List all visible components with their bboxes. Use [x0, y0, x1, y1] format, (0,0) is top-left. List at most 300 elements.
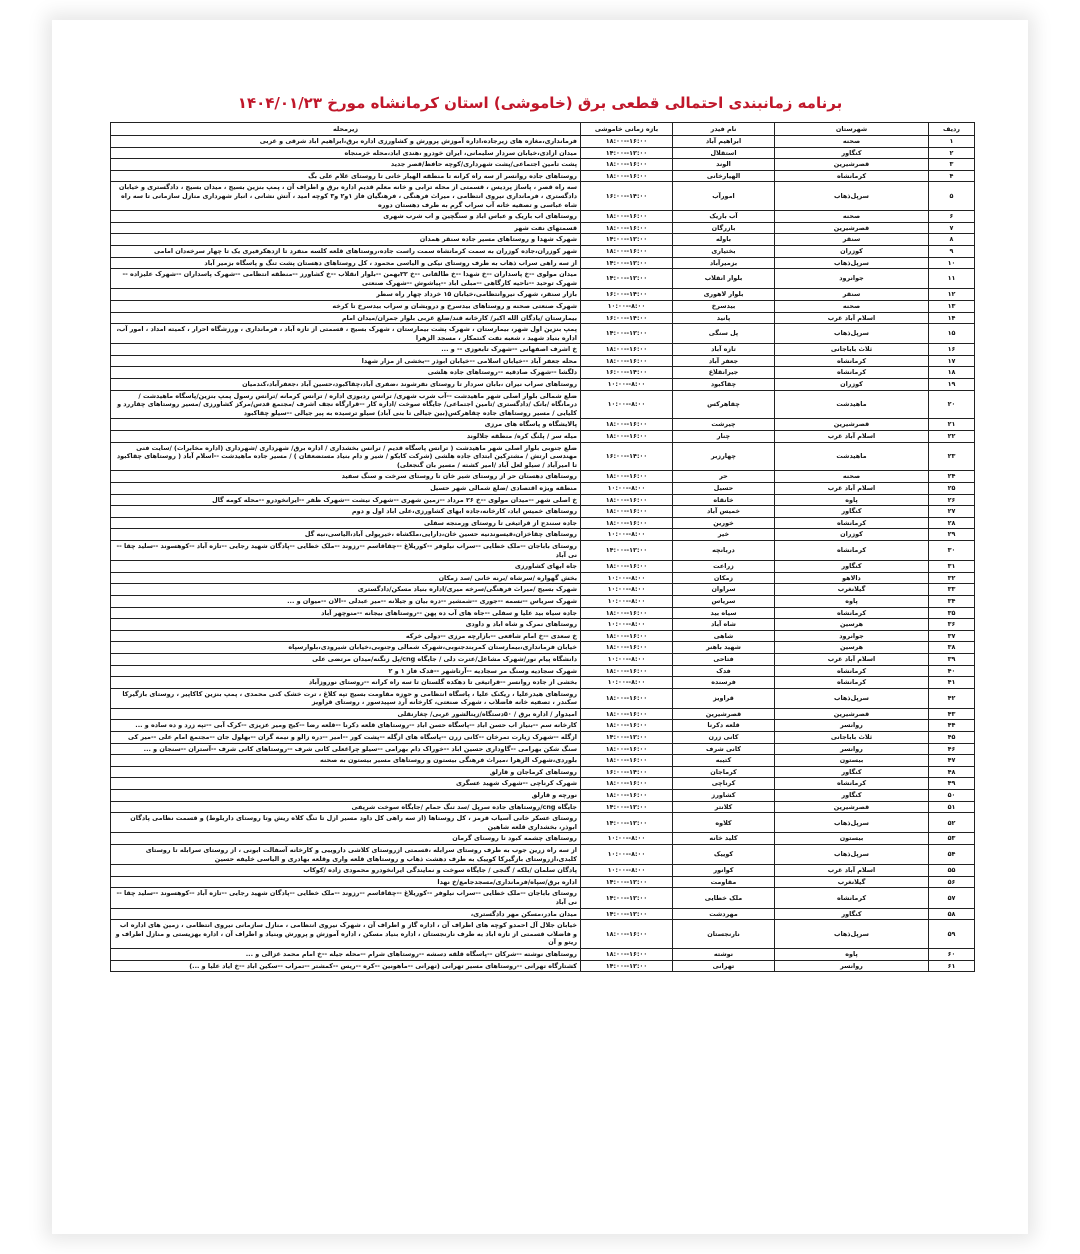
row-number: ۳۰ — [929, 540, 975, 560]
city-cell: سرپل‌ذهاب — [775, 920, 929, 949]
row-number: ۱ — [929, 136, 975, 148]
table-row — [111, 136, 975, 148]
neighborhoods-cell: خیابان جلال آل احمدو کوچه های اطراف آن ، اداره گاز و اطراف آن ، شهرک نیروی انتظامی ، منازل سازمانی نیروی انتظامی ، زمین های اداره اب و فاضلاب قسمتی از تازه اباد به طرف نارنجستان ، اداره بنیاد مسکن ، اداره آموزش و پرورش وبنیاد و اطراف آن ، اداره بهزیستی و منازل اطراف و ریتو و آن — [111, 920, 581, 949]
time-window-cell: ۱۴:۰۰--۱۲:۰۰ — [581, 960, 673, 972]
time-window-cell: ۱۸:۰۰--۱۶:۰۰ — [581, 948, 673, 960]
table-row — [111, 344, 975, 356]
time-window-cell: ۱۰:۰۰--۸:۰۰ — [581, 379, 673, 391]
time-window-cell: ۱۰:۰۰--۸:۰۰ — [581, 619, 673, 631]
time-window-cell: ۱۶:۰۰--۱۴:۰۰ — [581, 367, 673, 379]
feeder-cell: الوند — [673, 159, 775, 171]
city-cell: کرمانشاه — [775, 170, 929, 182]
city-cell: صحنه — [775, 300, 929, 312]
neighborhoods-cell: خ سعدی --خ امام شافعی --بازارچه مرزی --دولی خرکه — [111, 630, 581, 642]
city-cell: کوزران — [775, 245, 929, 257]
row-number: ۵۰ — [929, 790, 975, 802]
city-cell: قصرشیرین — [775, 222, 929, 234]
time-window-cell: ۱۴:۰۰--۱۲:۰۰ — [581, 876, 673, 888]
table-row — [111, 471, 975, 483]
time-window-cell: ۱۸:۰۰--۱۶:۰۰ — [581, 561, 673, 573]
row-number: ۳۹ — [929, 653, 975, 665]
row-number: ۴ — [929, 170, 975, 182]
feeder-cell: جعفر آباد — [673, 355, 775, 367]
time-window-cell: ۱۰:۰۰--۸:۰۰ — [581, 833, 673, 845]
neighborhoods-cell: روستاهای نمرک و شاه اباد و داودی — [111, 619, 581, 631]
feeder-cell: آب باریک — [673, 211, 775, 223]
table-row — [111, 743, 975, 755]
time-window-cell: ۱۴:۰۰--۱۲:۰۰ — [581, 888, 673, 908]
time-window-cell: ۱۰:۰۰--۸:۰۰ — [581, 390, 673, 419]
row-number: ۳۲ — [929, 572, 975, 584]
city-cell: کرمانشاه — [775, 517, 929, 529]
time-window-cell: ۱۰:۰۰--۸:۰۰ — [581, 865, 673, 877]
time-window-cell: ۱۴:۰۰--۱۲:۰۰ — [581, 269, 673, 289]
neighborhoods-cell: شهر کوزران،جاده کوزران به سمت کرمانشاه سمت راست جاده،روستاهای قلعه کلسه منفرد تا ازدهکرفیری یک تا چهار سرخه‌دان امامی — [111, 245, 581, 257]
city-cell: گیلانغرب — [775, 584, 929, 596]
city-cell: اسلام آباد غرب — [775, 653, 929, 665]
city-cell: بیستون — [775, 755, 929, 767]
time-window-cell: ۱۴:۰۰--۱۲:۰۰ — [581, 908, 673, 920]
city-cell: کرمانشاه — [775, 540, 929, 560]
feeder-cell: پانید — [673, 312, 775, 324]
row-number: ۵۳ — [929, 833, 975, 845]
feeder-cell: حسیل — [673, 483, 775, 495]
city-cell: کرمانشاه — [775, 367, 929, 379]
table-row — [111, 619, 975, 631]
feeder-cell: جیرانقلاع — [673, 367, 775, 379]
neighborhoods-cell: پالایشگاه و پاسگاه های مرزی — [111, 419, 581, 431]
table-header-row — [111, 123, 975, 136]
time-window-cell: ۱۴:۰۰--۱۲:۰۰ — [581, 801, 673, 813]
table-row — [111, 540, 975, 560]
time-window-cell: ۱۴:۰۰--۱۲:۰۰ — [581, 324, 673, 344]
row-number: ۸ — [929, 234, 975, 246]
city-cell: کنگاور — [775, 506, 929, 518]
feeder-cell: خورین — [673, 517, 775, 529]
city-cell: اسلام آباد غرب — [775, 431, 929, 443]
city-cell: کرمانشاه — [775, 888, 929, 908]
table-row — [111, 170, 975, 182]
feeder-cell: مقاومت — [673, 876, 775, 888]
city-cell: اسلام آباد غرب — [775, 312, 929, 324]
time-window-cell: ۱۴:۰۰--۱۲:۰۰ — [581, 813, 673, 833]
time-window-cell: ۱۸:۰۰--۱۶:۰۰ — [581, 642, 673, 654]
row-number: ۲۰ — [929, 390, 975, 419]
row-number: ۱۱ — [929, 269, 975, 289]
row-number: ۳۸ — [929, 642, 975, 654]
table-row — [111, 379, 975, 391]
neighborhoods-cell: روستای باباجان --ملک خطایی --سراب نیلوفر --کوریلاغ --چقاقاسم --رزوند --ملک خطایی --پادگان شهید رجایی --تازه آباد --کوهسوند --سلید چقا --نی آباد — [111, 888, 581, 908]
neighborhoods-cell: میدان مولوی --خ پاسداران --خ شهدا --خ طالقانی --خ ۲۲بهمن --بلوار انقلاب --خ کشاورز --منطقه انتظامی --شهرک پاسداران --شهرک علیزاده --شهرک توحید --ناحیه کارگاهی --مبلی اباد --پیاشوش --شهرک صنعتی — [111, 269, 581, 289]
neighborhoods-cell: روستاهای اب باریک و عباس اباد و سنگچین و اب شرب شهری — [111, 211, 581, 223]
table-row — [111, 948, 975, 960]
time-window-cell: ۱۶:۰۰--۱۴:۰۰ — [581, 289, 673, 301]
neighborhoods-cell: قسمتهای نفت شهر — [111, 222, 581, 234]
city-cell: پاوه — [775, 494, 929, 506]
header-row-number: ردیف — [929, 123, 975, 136]
time-window-cell: ۱۸:۰۰--۱۶:۰۰ — [581, 506, 673, 518]
row-number: ۴۲ — [929, 688, 975, 708]
city-cell: کنگاور — [775, 766, 929, 778]
neighborhoods-cell: ضلع شمالی بلوار اصلی شهر ماهیدشت --آب شرب شهری/ ترانس ردیوزی اداره / ترانس کرمانه /ترانس رسول پمپ بنزین/پاسگاه ماهیدشت / درمانگاه /بانک /دادگستری /تامین اجتماعی/ جایگاه سوخت /اداره کار --قرارگاه نجف اشرف /مجتمع قدس/مرکز کشاورزی /مسیر روستاهای چقاررد و کلیایی / مسیر روستاهای جاده چقاهرکس(بین جیالی تا بنی آباد) سیلو ترسیده به پیر جیالی --سیلو چقاکبود — [111, 390, 581, 419]
city-cell: کنگاور — [775, 561, 929, 573]
time-window-cell: ۱۸:۰۰--۱۶:۰۰ — [581, 344, 673, 356]
city-cell: قصرشیرین — [775, 708, 929, 720]
time-window-cell: ۱۸:۰۰--۱۶:۰۰ — [581, 245, 673, 257]
neighborhoods-cell: جاده سنندج از قراتیغی تا روستای ورمنجه سفلی — [111, 517, 581, 529]
city-cell: کرمانشاه — [775, 607, 929, 619]
table-row — [111, 653, 975, 665]
neighborhoods-cell: شهرک کرناچی --شهرک شهید عسگری — [111, 778, 581, 790]
neighborhoods-cell: بلوردی،شهرک الزهرا ،میراث فرهنگی بیستون و روستاهای مسیر بیستون به صحنه — [111, 755, 581, 767]
feeder-cell: سریاس — [673, 595, 775, 607]
table-row — [111, 494, 975, 506]
row-number: ۴۳ — [929, 708, 975, 720]
feeder-cell: خیر — [673, 529, 775, 541]
neighborhoods-cell: کارخانه سم --بنیاز اب حسن اباد --پاسگاه حسن اباد --روستاهای قلعه دکرنا --قلعه رضا --کیج ومیر عزیزی --کرک آبی --تپه زرد و ده ساده و ... — [111, 720, 581, 732]
neighborhoods-cell: اداره برق/سپاه/فرمانداری/مسجدجامع/خ نهدا — [111, 876, 581, 888]
city-cell: پاوه — [775, 948, 929, 960]
row-number: ۶۱ — [929, 960, 975, 972]
neighborhoods-cell: روستاهای دهستان حر از روستای شیر خان تا روستای سرخت و سنگ سفید — [111, 471, 581, 483]
row-number: ۷ — [929, 222, 975, 234]
row-number: ۳۵ — [929, 607, 975, 619]
table-row — [111, 833, 975, 845]
row-number: ۱۷ — [929, 355, 975, 367]
row-number: ۴۱ — [929, 677, 975, 689]
city-cell: سرپل‌ذهاب — [775, 688, 929, 708]
city-cell: جوانرود — [775, 630, 929, 642]
feeder-cell: سیاه بید — [673, 607, 775, 619]
neighborhoods-cell: شهرک سریاس --نسمه --جوری --شمشیر --دره بیان و جیلانه --میر عبدلی --الان --میوان و ... — [111, 595, 581, 607]
feeder-cell: کانی زرن — [673, 732, 775, 744]
table-row — [111, 312, 975, 324]
table-row — [111, 442, 975, 471]
time-window-cell: ۱۸:۰۰--۱۶:۰۰ — [581, 471, 673, 483]
row-number: ۲۷ — [929, 506, 975, 518]
time-window-cell: ۱۸:۰۰--۱۶:۰۰ — [581, 720, 673, 732]
table-row — [111, 324, 975, 344]
neighborhoods-cell: شهرک بسیج /میراث فرهنگی/سرخه میری/اداره بنیاد مسکن/دادگستری — [111, 584, 581, 596]
outage-schedule-table — [110, 122, 975, 972]
time-window-cell: ۱۰:۰۰--۸:۰۰ — [581, 595, 673, 607]
neighborhoods-cell: امیدوار / اداره برق / ۵۰دستگاه/زینالشور غربی/ چغارنقلی — [111, 708, 581, 720]
time-window-cell: ۱۸:۰۰--۱۶:۰۰ — [581, 790, 673, 802]
city-cell: گیلانغرب — [775, 876, 929, 888]
row-number: ۴۷ — [929, 755, 975, 767]
table-row — [111, 572, 975, 584]
table-row — [111, 778, 975, 790]
row-number: ۵۹ — [929, 920, 975, 949]
feeder-cell: چیرشت — [673, 419, 775, 431]
time-window-cell: ۱۰:۰۰--۸:۰۰ — [581, 653, 673, 665]
row-number: ۱۲ — [929, 289, 975, 301]
row-number: ۱۳ — [929, 300, 975, 312]
feeder-cell: قلعه دکرنا — [673, 720, 775, 732]
time-window-cell: ۱۰:۰۰--۸:۰۰ — [581, 483, 673, 495]
time-window-cell: ۱۴:۰۰--۱۲:۰۰ — [581, 540, 673, 560]
table-row — [111, 234, 975, 246]
city-cell: سرپل‌ذهاب — [775, 324, 929, 344]
city-cell: کرمانشاه — [775, 677, 929, 689]
row-number: ۶۰ — [929, 948, 975, 960]
time-window-cell: ۱۰:۰۰--۸:۰۰ — [581, 529, 673, 541]
neighborhoods-cell: بخش گهواره /سرشاه /برنه خانی /سد زمکان — [111, 572, 581, 584]
feeder-cell: زمکان — [673, 572, 775, 584]
time-window-cell: ۱۸:۰۰--۱۶:۰۰ — [581, 159, 673, 171]
city-cell: سرپل‌ذهاب — [775, 813, 929, 833]
city-cell: قصرشیرین — [775, 159, 929, 171]
city-cell: کوزران — [775, 379, 929, 391]
city-cell: دالاهو — [775, 572, 929, 584]
neighborhoods-cell: شهرک سجادیه وسنگ مر سجادیه --آرتاشهر --فدک فاز ۱ و ۲ — [111, 665, 581, 677]
neighborhoods-cell: خ اشرف اصفهانی --شهرک تابعوزی -- و ... — [111, 344, 581, 356]
feeder-cell: بلوار انقلاب — [673, 269, 775, 289]
row-number: ۱۴ — [929, 312, 975, 324]
time-window-cell: ۱۴:۰۰--۱۲:۰۰ — [581, 147, 673, 159]
city-cell: ماهیدشت — [775, 390, 929, 419]
table-row — [111, 182, 975, 211]
table-row — [111, 720, 975, 732]
feeder-cell: دربانچه — [673, 540, 775, 560]
time-window-cell: ۱۴:۰۰--۱۲:۰۰ — [581, 257, 673, 269]
neighborhoods-cell: نورچه و قارلق — [111, 790, 581, 802]
feeder-cell: کرناچی — [673, 778, 775, 790]
table-row — [111, 766, 975, 778]
row-number: ۴۸ — [929, 766, 975, 778]
time-window-cell: ۱۸:۰۰--۱۶:۰۰ — [581, 708, 673, 720]
neighborhoods-cell: شهرک صنعتی صحنه و روستاهای بیدسرخ و درویشان و سراب بیدسرخ تا کرخه — [111, 300, 581, 312]
city-cell: روانسر — [775, 960, 929, 972]
city-cell: کرمانشاه — [775, 665, 929, 677]
time-window-cell: ۱۸:۰۰--۱۶:۰۰ — [581, 743, 673, 755]
time-window-cell: ۱۴:۰۰--۱۲:۰۰ — [581, 732, 673, 744]
city-cell: پاوه — [775, 595, 929, 607]
neighborhoods-cell: شهرک شهدا و روستاهای مسیر جاده سنقر همدان — [111, 234, 581, 246]
row-number: ۳۴ — [929, 595, 975, 607]
row-number: ۲ — [929, 147, 975, 159]
feeder-cell: زراعت — [673, 561, 775, 573]
table-row — [111, 355, 975, 367]
feeder-cell: قصرشیرین — [673, 708, 775, 720]
table-row — [111, 920, 975, 949]
feeder-cell: کرماجان — [673, 766, 775, 778]
table-row — [111, 790, 975, 802]
table-row — [111, 845, 975, 865]
row-number: ۲۲ — [929, 431, 975, 443]
row-number: ۹ — [929, 245, 975, 257]
row-number: ۴۹ — [929, 778, 975, 790]
city-cell: ثلاث باباجانی — [775, 732, 929, 744]
row-number: ۳۷ — [929, 630, 975, 642]
row-number: ۴۵ — [929, 732, 975, 744]
neighborhoods-cell: میله سر / پلنگ کره/ منطقه جلالوند — [111, 431, 581, 443]
neighborhoods-cell: روستاهای نوشته --شرکان --پاسگاه قلقه دسشه --روستاهای شرام --محله جیله --خ امام محمد غزالی و ... — [111, 948, 581, 960]
neighborhoods-cell: ازگله --شهرک زیارت تمرخان --کانی زرن --پاسگاه های ازگله --پشت کور --امیر --دره زالو و نیمه گران --بهلول جان --مجتمع امام علی --میر کی — [111, 732, 581, 744]
feeder-cell: بیدسرخ — [673, 300, 775, 312]
table-row — [111, 801, 975, 813]
city-cell: جوانرود — [775, 269, 929, 289]
city-cell: قصرشیرین — [775, 801, 929, 813]
document-page — [52, 20, 1028, 1234]
table-row — [111, 584, 975, 596]
neighborhoods-cell: دانشگاه پیام نور/شهرک مشاغل/عترت دلی / جایگاه cng/پل زنگنه/میدان مرتضی علی — [111, 653, 581, 665]
city-cell: بیستون — [775, 833, 929, 845]
time-window-cell: ۱۸:۰۰--۱۶:۰۰ — [581, 222, 673, 234]
feeder-cell: بختیاری — [673, 245, 775, 257]
table-row — [111, 300, 975, 312]
feeder-cell: بازرگان — [673, 222, 775, 234]
feeder-cell: سراوان — [673, 584, 775, 596]
feeder-cell: کتیبه — [673, 755, 775, 767]
city-cell: روانسر — [775, 720, 929, 732]
row-number: ۲۳ — [929, 442, 975, 471]
feeder-cell: کشاورز — [673, 790, 775, 802]
table-row — [111, 147, 975, 159]
time-window-cell: ۱۸:۰۰--۱۶:۰۰ — [581, 630, 673, 642]
table-row — [111, 367, 975, 379]
neighborhoods-cell: خیابان فرمانداری،بیمارستان کمربندجنوبی،شهرک شمالی وجنوبی،خیابان شیرودی،بلوارسپاه — [111, 642, 581, 654]
city-cell: سرپل‌ذهاب — [775, 845, 929, 865]
time-window-cell: ۱۸:۰۰--۱۶:۰۰ — [581, 517, 673, 529]
table-row — [111, 755, 975, 767]
neighborhoods-cell: ضلع جنوبی بلوار اصلی شهر ماهیدشت ( ترانس پاسگاه قدیم / ترانس بخشداری / اداره برق/ شهرداری /شهرداری (اداره مخابرات) /سایت فنی مهندسی ارتش / مشترکین ابتدای جاده هلشی (شرکت کابکو / شیر و دام بنیاد مستضعفان ) / مسیر جاده ماهیدشت --اسلام آباد ( روستاهای چقاکبود تا امیرآباد / سیلو لعل آباد /امیر کشته / مسیر بان گنجعلی) — [111, 442, 581, 471]
table-row — [111, 289, 975, 301]
neighborhoods-cell: پادگان سلمان /بلکه / گنجی / جایگاه سوخت و نمایندگی ایرانخودرو محمودی زاده /کوکاب — [111, 865, 581, 877]
time-window-cell: ۱۸:۰۰--۱۶:۰۰ — [581, 494, 673, 506]
table-row — [111, 732, 975, 744]
time-window-cell: ۱۰:۰۰--۸:۰۰ — [581, 677, 673, 689]
city-cell: روانسر — [775, 743, 929, 755]
table-row — [111, 506, 975, 518]
table-row — [111, 159, 975, 171]
city-cell: صحنه — [775, 211, 929, 223]
neighborhoods-cell: بازار سنقر، شهرک نیروانتظامی،خیابان ۱۵ خرداد چهار راه سطر — [111, 289, 581, 301]
feeder-cell: شهید باهنر — [673, 642, 775, 654]
row-number: ۶ — [929, 211, 975, 223]
feeder-cell: تازه آباد — [673, 344, 775, 356]
time-window-cell: ۱۸:۰۰--۱۶:۰۰ — [581, 778, 673, 790]
time-window-cell: ۱۸:۰۰--۱۶:۰۰ — [581, 755, 673, 767]
neighborhoods-cell: جایگاه cng/روستاهای جاده سرپل /سد تنگ حمام /جایگاه سوخت شریفی — [111, 801, 581, 813]
city-cell: هرسین — [775, 642, 929, 654]
city-cell: ماهیدشت — [775, 442, 929, 471]
feeder-cell: فتاحی — [673, 653, 775, 665]
feeder-cell: ملک خطایی — [673, 888, 775, 908]
feeder-cell: باوله — [673, 234, 775, 246]
time-window-cell: ۱۸:۰۰--۱۶:۰۰ — [581, 920, 673, 949]
city-cell: اسلام آباد غرب — [775, 483, 929, 495]
time-window-cell: ۱۸:۰۰--۱۶:۰۰ — [581, 136, 673, 148]
neighborhoods-cell: روستاهای سراب نیران ،بابان سردار تا روستای نفرشوند ،ضفری آباد،چقاکبود،حسین آباد ،جعفرآباد،کندمیان — [111, 379, 581, 391]
neighborhoods-cell: خ اصلی شهر --میدان مولوی --خ ۲۶ مرداد --زمین شهری --شهرک نیشت --شهرک ظفر --ایرانخودرو --محله کومه گال — [111, 494, 581, 506]
time-window-cell: ۱۸:۰۰--۱۶:۰۰ — [581, 419, 673, 431]
feeder-cell: الهیارخانی — [673, 170, 775, 182]
feeder-cell: خانقاه — [673, 494, 775, 506]
time-window-cell: ۱۶:۰۰--۱۴:۰۰ — [581, 766, 673, 778]
feeder-cell: مهردشت — [673, 908, 775, 920]
time-window-cell: ۱۸:۰۰--۱۶:۰۰ — [581, 688, 673, 708]
row-number: ۵۵ — [929, 865, 975, 877]
header-city: شهرستان — [775, 123, 929, 136]
neighborhoods-cell: جاده سیاه بید علیا و سفلی --جاه های آب ده پهن --روستاهای بیجانه --منوچهر آباد — [111, 607, 581, 619]
neighborhoods-cell: روستای باباجان --ملک خطایی --سراب نیلوفر --کوریلاغ --چقاقاسم --رزوند --ملک خطایی --پادگان شهید رجایی --تازه آباد --کوهسوند --سلید چقا --نی آباد — [111, 540, 581, 560]
feeder-cell: چهارزبر — [673, 442, 775, 471]
city-cell: قصرشیرین — [775, 419, 929, 431]
table-row — [111, 257, 975, 269]
neighborhoods-cell: روستاهای جاده روانسر از سه راه کرانه تا منطقه الهیار خانی تا روستای غلام علی بگ — [111, 170, 581, 182]
city-cell: کرمانشاه — [775, 778, 929, 790]
feeder-cell: چقاهرکس — [673, 390, 775, 419]
time-window-cell: ۱۸:۰۰--۱۶:۰۰ — [581, 170, 673, 182]
table-row — [111, 677, 975, 689]
table-row — [111, 865, 975, 877]
city-cell: کنگاور — [775, 147, 929, 159]
feeder-cell: کلاوه — [673, 813, 775, 833]
row-number: ۲۶ — [929, 494, 975, 506]
document-title: برنامه زمانبندی احتمالی قطعی برق (خاموشی) استان کرمانشاه مورخ ۱۴۰۴/۰۱/۲۳ — [237, 94, 843, 112]
header-feeder: نام فیدر — [673, 123, 775, 136]
city-cell: هرسین — [775, 619, 929, 631]
city-cell: کرمانشاه — [775, 355, 929, 367]
feeder-cell: کوییک — [673, 845, 775, 865]
feeder-cell: کانی شرف — [673, 743, 775, 755]
city-cell: سرپل‌ذهاب — [775, 257, 929, 269]
table-row — [111, 642, 975, 654]
neighborhoods-cell: فرمانداری،مغازه های زیرجاده،اداره آموزش پرورش و کشاورزی اداره برق،ابراهیم اباد شرقی و غربی — [111, 136, 581, 148]
time-window-cell: ۱۶:۰۰--۱۴:۰۰ — [581, 442, 673, 471]
neighborhoods-cell: روستاهای چشمه کبود تا روستای گرمان — [111, 833, 581, 845]
feeder-cell: خمیس آباد — [673, 506, 775, 518]
time-window-cell: ۱۸:۰۰--۱۶:۰۰ — [581, 211, 673, 223]
row-number: ۳ — [929, 159, 975, 171]
time-window-cell: ۱۶:۰۰--۱۴:۰۰ — [581, 182, 673, 211]
table-row — [111, 211, 975, 223]
city-cell: صحنه — [775, 136, 929, 148]
feeder-cell: قراویز — [673, 688, 775, 708]
feeder-cell: چقاکبود — [673, 379, 775, 391]
neighborhoods-cell: بیمارستان /پادگان الله اکبر/ کارخانه قند/ضلع غربی بلوار جمران/میدان امام — [111, 312, 581, 324]
feeder-cell: کلید خانه — [673, 833, 775, 845]
table-row — [111, 813, 975, 833]
city-cell: ثلاث باباجانی — [775, 344, 929, 356]
feeder-cell: کوانور — [673, 865, 775, 877]
neighborhoods-cell: میدان مادر،مسکن مهر دادگستری، — [111, 908, 581, 920]
table-row — [111, 630, 975, 642]
row-number: ۱۶ — [929, 344, 975, 356]
table-row — [111, 688, 975, 708]
feeder-cell: نارنجستان — [673, 920, 775, 949]
city-cell: کوزران — [775, 529, 929, 541]
row-number: ۴۴ — [929, 720, 975, 732]
table-row — [111, 269, 975, 289]
feeder-cell: کلانتر — [673, 801, 775, 813]
neighborhoods-cell: منطقه ویژه اقتصادی /ضلع شمالی شهر حسیل — [111, 483, 581, 495]
neighborhoods-cell: روستاهای خمیس اباد، کارخانه،جاده ابهای کشاورزی،علی اباد اول و دوم — [111, 506, 581, 518]
table-row — [111, 419, 975, 431]
neighborhoods-cell: میدان ازادی،خیابان سردار سلیمانی، ایران خودرو ،هندی اباد،محله خرمنجاه — [111, 147, 581, 159]
neighborhoods-cell: از سه راهی سراب ذهاب به طرف روستای نیکی و الیاسی محمود ، کل روستاهای دهستان پشت تنگ و پاسگاه بزمیر آباد — [111, 257, 581, 269]
feeder-cell: ابراهیم آباد — [673, 136, 775, 148]
header-neighborhoods: زیرمحله — [111, 123, 581, 136]
time-window-cell: ۱۰:۰۰--۸:۰۰ — [581, 572, 673, 584]
table-body — [111, 136, 975, 972]
row-number: ۵۴ — [929, 845, 975, 865]
table-row — [111, 607, 975, 619]
neighborhoods-cell: بخشی از جاده روانسر --قراتیغی تا دهکده گلستان تا سه راه کرانه --روستای نوروزآباد — [111, 677, 581, 689]
neighborhoods-cell: روستاهای چقاخزان،قیسوندنیه حسین خان،دارایی،ملکشاه ،خیرپولی آباد،الیاسی،نیه گل — [111, 529, 581, 541]
neighborhoods-cell: پشت تامین اجتماعی/پشت شهرداری/کوچه حافظ/قصر جدید — [111, 159, 581, 171]
